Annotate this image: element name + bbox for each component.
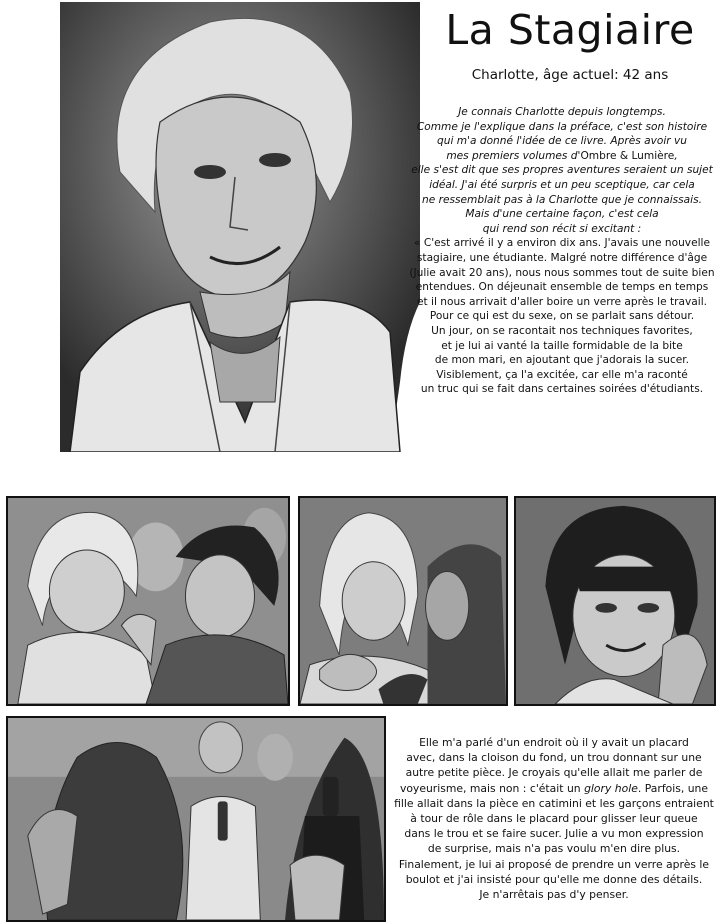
story-line: avec, dans la cloison du fond, un trou donnant sur une xyxy=(406,751,702,765)
intro-story-line: « C'est arrivé il y a environ dix ans. J'avais une nouvelle xyxy=(413,237,710,250)
story-line: dans le trou et se faire sucer. Julie a vu mon expression xyxy=(404,827,704,841)
intro-italic-line: qui rend son récit si excitant : xyxy=(482,222,642,235)
intro-story-line: Un jour, on se racontait nos techniques favorites, xyxy=(431,324,693,337)
character-subtitle: Charlotte, âge actuel: 42 ans xyxy=(471,67,669,83)
intro-italic-line: Mais d'une certaine façon, c'est cela xyxy=(465,208,659,221)
intro-italic-line: ne ressemblait pas à la Charlotte que je connaissais. xyxy=(422,193,702,206)
story-line xyxy=(392,781,716,796)
story-line: autre petite pièce. Je croyais qu'elle allait me parler de xyxy=(405,766,703,780)
intro-italic-fragment: , xyxy=(674,149,678,162)
intro-italic-line: qui m'a donné l'idée de ce livre. Après avoir vu xyxy=(437,135,687,148)
story-line: de surprise, mais n'a pas voulu m'en dire plus. xyxy=(427,842,681,856)
intro-text-block xyxy=(404,105,720,397)
story-line: Finalement, je lui ai proposé de prendre un verre après le xyxy=(398,857,710,871)
intro-story-line: et je lui ai vanté la taille formidable de la bite xyxy=(441,339,683,352)
book-series-title: Ombre & Lumière xyxy=(580,149,675,162)
comic-panel-4 xyxy=(6,716,386,922)
comic-panel-1 xyxy=(6,496,290,706)
page-title: La Stagiaire xyxy=(445,6,695,54)
story-text-block xyxy=(392,735,716,902)
intro-italic-line: elle s'est dit que ses propres aventures seraient un sujet xyxy=(411,164,713,177)
intro-italic-line: idéal. J'ai été surpris et un peu sceptique, car cela xyxy=(429,178,695,191)
story-line: Je n'arrêtais pas d'y penser. xyxy=(479,888,629,902)
intro-italic-line: Comme je l'explique dans la préface, c'est son histoire xyxy=(416,120,708,133)
story-line: boulot et j'ai insisté pour qu'elle me donne des détails. xyxy=(405,872,703,886)
intro-story-line: stagiaire, une étudiante. Malgré notre différence d'âge xyxy=(416,251,708,264)
intro-story-line: et il nous arrivait d'aller boire un verre après le travail. xyxy=(416,295,708,308)
intro-story-line: Pour ce qui est du sexe, on se parlait sans détour. xyxy=(429,310,695,323)
story-line: fille allait dans la pièce en catimini et les garçons entraient xyxy=(394,796,714,810)
intro-story-line: de mon mari, en ajoutant que j'adorais la sucer. xyxy=(434,354,690,367)
comic-panel-3 xyxy=(514,496,716,706)
intro-italic-fragment: mes premiers volumes d' xyxy=(446,149,581,162)
story-line: Elle m'a parlé d'un endroit où il y avait un placard xyxy=(419,736,689,749)
intro-story-line: Visiblement, ça l'a excitée, car elle m'a raconté xyxy=(436,368,688,381)
intro-story-line: un truc qui se fait dans certaines soirées d'étudiants. xyxy=(420,383,704,396)
intro-story-line: (Julie avait 20 ans), nous nous sommes tout de suite bien xyxy=(409,266,715,279)
intro-italic-line xyxy=(404,149,720,164)
portrait-illustration-charlotte xyxy=(60,2,420,452)
story-emphasis: glory hole xyxy=(584,781,638,795)
intro-italic-line: Je connais Charlotte depuis longtemps. xyxy=(458,106,666,118)
story-fragment: voyeurisme, mais non : c'était un xyxy=(399,781,585,795)
story-fragment: . Parfois, une xyxy=(637,781,709,795)
story-line: à tour de rôle dans le placard pour glisser leur queue xyxy=(410,812,698,826)
intro-story-line: entendues. On déjeunait ensemble de temps en temps xyxy=(415,281,709,294)
comic-panel-2 xyxy=(298,496,508,706)
